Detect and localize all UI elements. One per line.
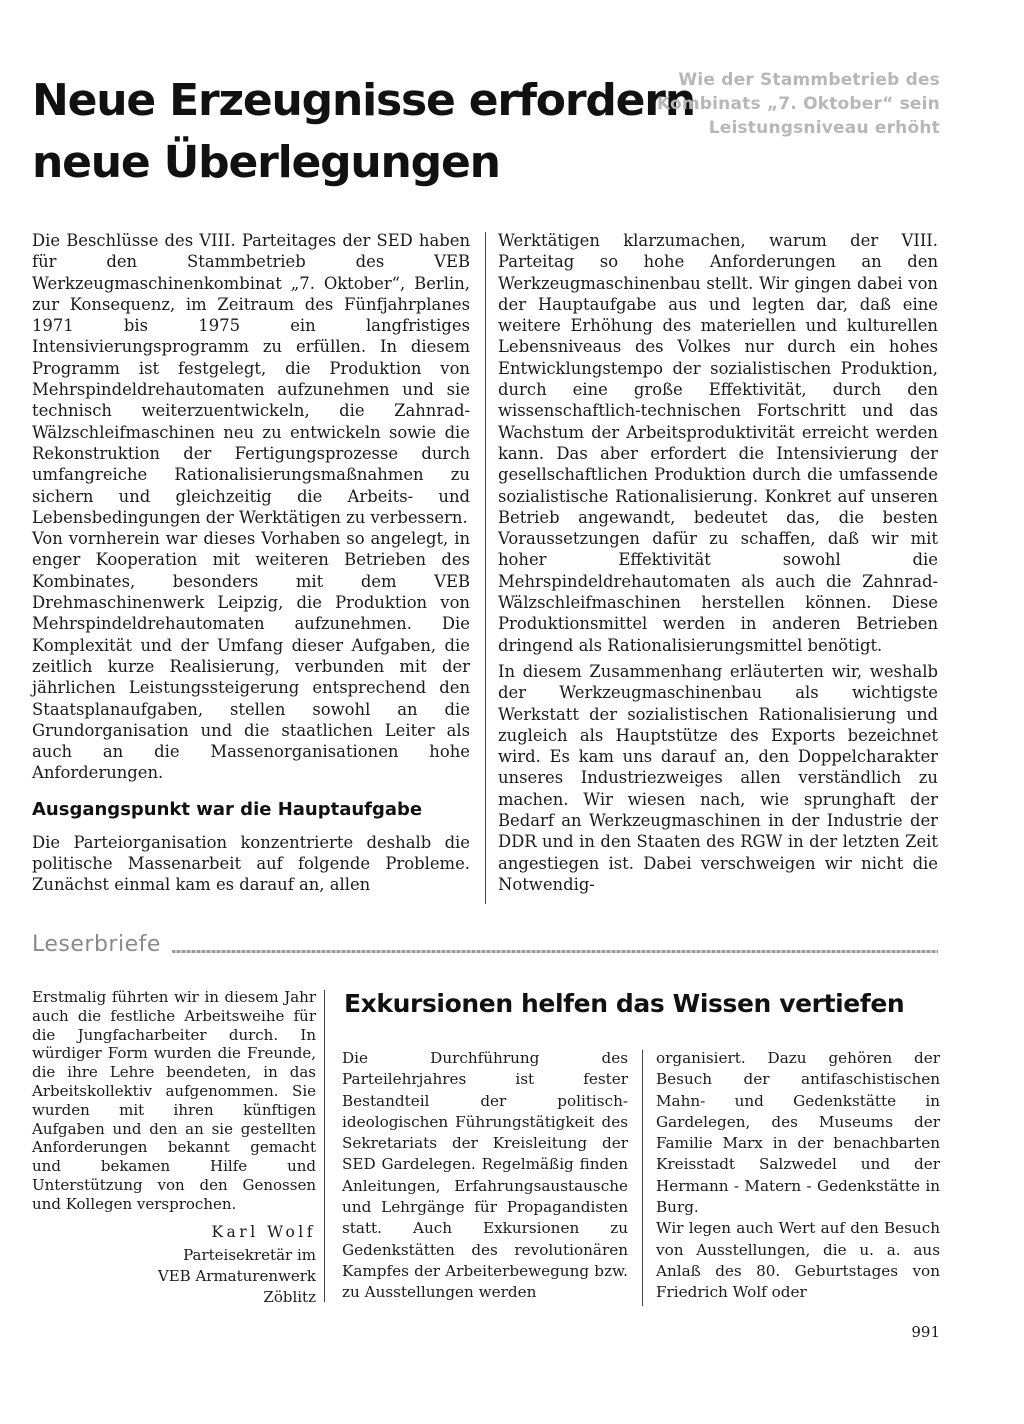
article-paragraph: Von vornherein war dieses Vorhaben so angelegt, in enger Kooperation mit weiteren Betrieben des Kombinates, besonders mit dem VEB Drehmaschinenwerk Leipzig, die Produktion von Mehrspindeldrehautomaten aufzunehmen. Die Komplexität und der Umfang dieser Aufgaben, die zeitlich kurze Realisierung, verbunden mit der jährlichen Leistungssteigerung entsprechend den Staatsplanaufgaben, stellen sowohl an die Grundorganisation und die staatlichen Leiter als auch an die Massenorganisationen hohe Anforderungen.	[32, 529, 470, 783]
page-number: 991	[911, 1323, 940, 1341]
letter-text: Erstmalig führten wir in diesem Jahr auch die festliche Arbeitsweihe für die Jungfacharbeiter durch. In würdiger Form wurden die Freunde, die ihre Lehre beendeten, in das Arbeitskollektiv aufgenommen. Sie wurden mit ihren künftigen Aufgaben und den an sie gestellten Anforderungen bekannt gemacht und bekamen Hilfe und Unterstützung von den Genossen und Kollegen versprochen.	[32, 988, 316, 1213]
article-column-1	[32, 230, 470, 896]
letter-text: organisiert. Dazu gehören der Besuch der antifaschistischen Mahn- und Gedenkstätte in Gardelegen, des Museums der Familie Marx in der benachbarten Kreisstadt Salzwedel und der Hermann - Matern - Gedenkstätte in Burg.	[656, 1049, 940, 1217]
author-role: Parteisekretär im	[183, 1245, 316, 1264]
section-heading: Ausgangspunkt war die Hauptaufgabe	[32, 798, 423, 820]
letter-2-column-2	[656, 1048, 940, 1304]
article-column-2	[498, 230, 938, 895]
leserbriefe-label: Leserbriefe	[32, 932, 161, 957]
article-paragraph: Die Beschlüsse des VIII. Parteitages der SED haben für den Stammbetrieb des VEB Werkzeugmaschinenkombinat „7. Oktober“, Berlin, zur Konsequenz, im Zeitraum des Fünfjahrplanes 1971 bis 1975 ein langfristiges Intensivierungsprogramm zu erfüllen. In diesem Programm ist festgelegt, die Produktion von Mehrspindeldrehautomaten aufzunehmen und sie technisch weiterzuentwickeln, die Zahnrad-Wälzschleifmaschinen neu zu entwickeln sowie die Rekonstruktion der Fertigungsprozesse durch umfangreiche Rationalisierungsmaßnahmen zu sichern und gleichzeitig die Arbeits- und Lebensbedingungen der Werktätigen zu verbessern.	[32, 231, 470, 527]
column-divider	[485, 232, 486, 904]
author-name: Karl Wolf	[211, 1222, 316, 1241]
author-organization: VEB Armaturenwerk	[157, 1266, 316, 1285]
letter-2-column-1	[342, 1048, 628, 1304]
leserbriefe-divider	[172, 950, 938, 953]
author-place: Zöblitz	[263, 1287, 316, 1306]
letter-1	[32, 988, 316, 1308]
article-paragraph: In diesem Zusammenhang erläuterten wir, weshalb der Werkzeugmaschinenbau als wichtigste Werkstatt der sozialistischen Rationalisierung und zugleich als Hauptstütze des Exports bezeichnet wird. Es kam uns darauf an, den Doppelcharakter unseres Industriezweiges allen verständlich zu machen. Wir wiesen nach, wie sprunghaft der Bedarf an Werkzeugmaschinen in der Industrie der DDR und in den Staaten des RGW in der letzten Zeit angestiegen ist. Dabei verschweigen wir nicht die Notwendig-	[498, 661, 938, 894]
letter-divider	[324, 990, 325, 1302]
letter-2-column-divider	[642, 1050, 643, 1306]
article-paragraph: Werktätigen klarzumachen, warum der VIII. Parteitag so hohe Anforderungen an den Werkzeugmaschinenbau stellt. Wir gingen dabei von der Hauptaufgabe aus und legten dar, daß eine weitere Erhöhung des materiellen und kulturellen Lebensniveaus des Volkes nur durch ein hohes Entwicklungstempo der sozialistischen Produktion, durch eine große Effektivität, durch den wissenschaftlich-technischen Fortschritt und das Wachstum der Arbeitsproduktivität erreicht werden kann. Das aber erfordert die Intensivierung der gesellschaftlichen Produktion durch die umfassende sozialistische Rationalisierung. Konkret auf unseren Betrieb angewandt, bedeutet das, die besten Voraussetzungen dafür zu schaffen, daß wir mit hoher Effektivität sowohl die Mehrspindeldrehautomaten als auch die Zahnrad-Wälzschleifmaschinen herstellen können. Diese Produktionsmittel werden in anderen Betrieben dringend als Rationalisierungsmittel benötigt.	[498, 231, 938, 655]
article-paragraph: Die Parteiorganisation konzentrierte deshalb die politische Massenarbeit auf folgende Probleme. Zunächst einmal kam es darauf an, allen	[32, 832, 470, 895]
article-subheadline: Wie der Stammbetrieb des Kombinats „7. Oktober“ sein Leistungsniveau erhöht	[656, 70, 940, 138]
letter-text: Wir legen auch Wert auf den Besuch von Ausstellungen, die u. a. aus Anlaß des 80. Geburtstages von Friedrich Wolf oder	[656, 1219, 940, 1302]
article-headline: Neue Erzeugnisse erfordern neue Überlegungen	[32, 75, 695, 188]
letter-text: Die Durchführung des Parteilehrjahres ist fester Bestandteil der politisch-ideologischen Führungstätigkeit des Sekretariats der Kreisleitung der SED Gardelegen. Regelmäßig finden Anleitungen, Erfahrungsaustausche und Lehrgänge für Propagandisten statt. Auch Exkursionen zu Gedenkstätten des revolutionären Kampfes der Arbeiterbewegung bzw. zu Ausstellungen werden	[342, 1049, 628, 1302]
letter-signature	[32, 1222, 316, 1308]
letter-2-title: Exkursionen helfen das Wissen vertiefen	[344, 989, 905, 1018]
